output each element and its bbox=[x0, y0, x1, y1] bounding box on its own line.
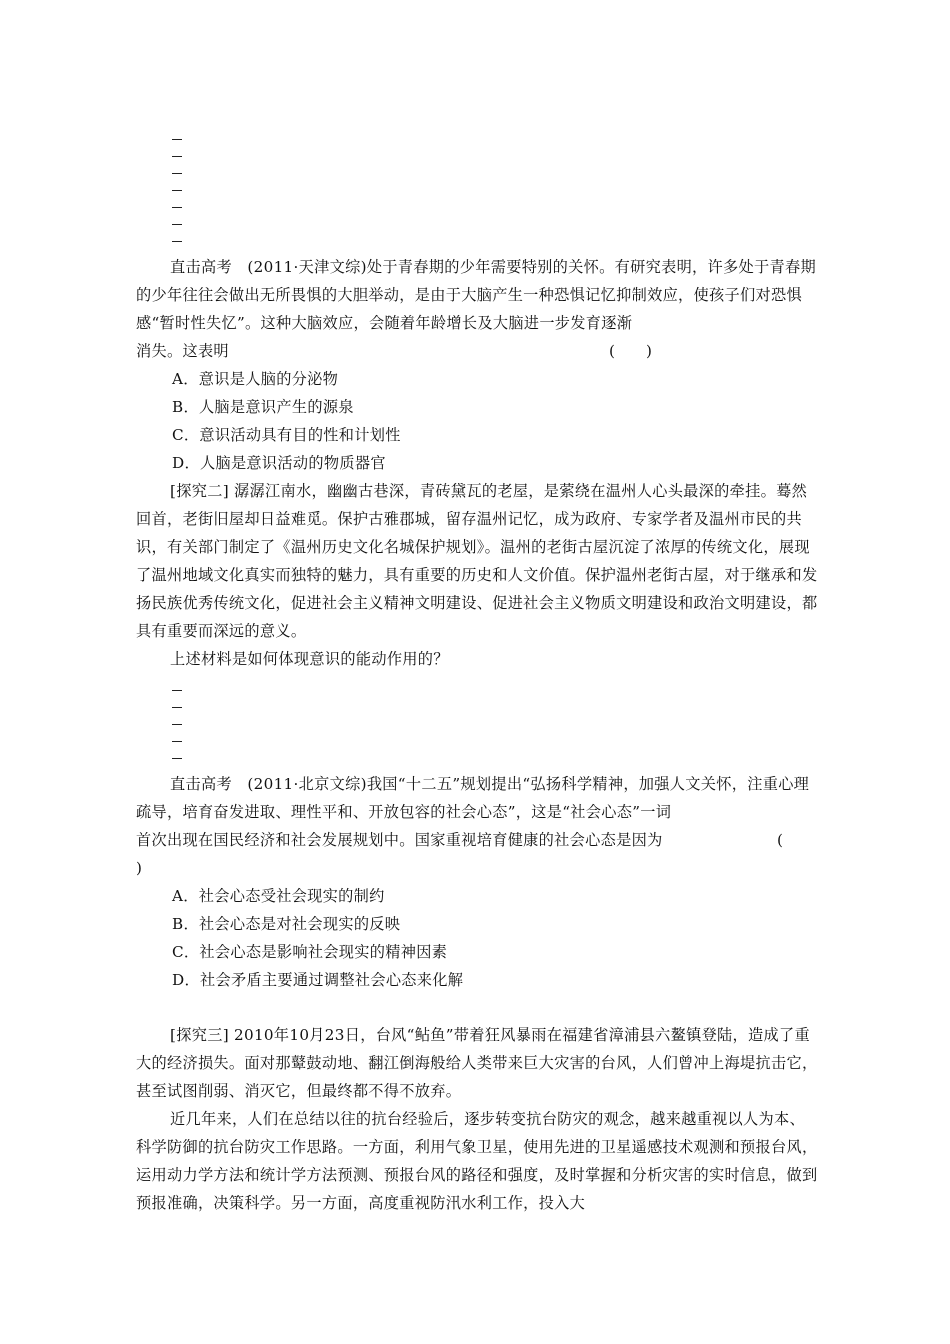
option-c: C．意识活动具有目的性和计划性 bbox=[172, 426, 401, 444]
answer-blank-line bbox=[172, 190, 182, 191]
answer-blank-line bbox=[172, 241, 182, 242]
answer-blank-line bbox=[172, 156, 182, 157]
inquiry-3-material-1: [探究三] 2010年10月23日，台风“鲇鱼”带着狂风暴雨在福建省漳浦县六鳌镇登陆，造成了重大的经济损失。面对那鼙鼓动地、翻江倒海般给人类带来巨大灾害的台风，人们曾冲上海堤抗击它，甚至试图削弱、消灭它，但最终都不得不放弃。 bbox=[136, 1026, 818, 1100]
answer-blank-line bbox=[172, 224, 182, 225]
answer-blank-line bbox=[172, 173, 182, 174]
answer-blank-line bbox=[172, 139, 182, 140]
answer-blank-line bbox=[172, 707, 182, 708]
answer-blank-line bbox=[172, 758, 182, 759]
answer-paren-right: ) bbox=[646, 342, 652, 360]
answer-blank-line bbox=[172, 724, 182, 725]
option-b: B．社会心态是对社会现实的反映 bbox=[172, 915, 401, 933]
option-c: C．社会心态是影响社会现实的精神因素 bbox=[172, 943, 448, 961]
answer-blank-line bbox=[172, 741, 182, 742]
question-1-stem-end: 消失。这表明 bbox=[136, 342, 229, 360]
answer-paren-left: ( bbox=[777, 831, 783, 849]
answer-paren-left: ( bbox=[609, 342, 615, 360]
option-d: D．社会矛盾主要通过调整社会心态来化解 bbox=[172, 971, 464, 989]
option-a: A．社会心态受社会现实的制约 bbox=[172, 887, 385, 905]
question-1-stem: 直击高考 (2011·天津文综)处于青春期的少年需要特别的关怀。有研究表明，许多处于青春期的少年往往会做出无所畏惧的大胆举动，是由于大脑产生一种恐惧记忆抑制效应，使孩子们对恐惧感“暂时性失忆”。这种大脑效应，会随着年龄增长及大脑进一步发育逐渐 bbox=[136, 258, 816, 332]
answer-blank-line bbox=[172, 690, 182, 691]
option-b: B．人脑是意识产生的源泉 bbox=[172, 398, 354, 416]
inquiry-3-material-2: 近几年来，人们在总结以往的抗台经验后，逐步转变抗台防灾的观念，越来越重视以人为本、科学防御的抗台防灾工作思路。一方面，利用气象卫星，使用先进的卫星遥感技术观测和预报台风，运用动力学方法和统计学方法预测、预报台风的路径和强度，及时掌握和分析灾害的实时信息，做到预报准确，决策科学。另一方面，高度重视防汛水利工作，投入大 bbox=[136, 1110, 818, 1212]
inquiry-2-question: 上述材料是如何体现意识的能动作用的？ bbox=[170, 650, 449, 668]
question-2-stem: 直击高考 (2011·北京文综)我国“十二五”规划提出“弘扬科学精神，加强人文关怀，注重心理疏导，培育奋发进取、理性平和、开放包容的社会心态”，这是“社会心态”一词 bbox=[136, 775, 810, 821]
answer-blank-line bbox=[172, 207, 182, 208]
question-2-stem-end: 首次出现在国民经济和社会发展规划中。国家重视培育健康的社会心态是因为 bbox=[136, 831, 663, 849]
option-a: A．意识是人脑的分泌物 bbox=[172, 370, 339, 388]
inquiry-2-material: [探究二] 潺潺江南水，幽幽古巷深，青砖黛瓦的老屋，是萦绕在温州人心头最深的牵挂。蓦然回首，老街旧屋却日益难觅。保护古雅郡城，留存温州记忆，成为政府、专家学者及温州市民的共识，有关部门制定了《温州历史文化名城保护规划》。温州的老街古屋沉淀了浓厚的传统文化，展现了温州地域文化真实而独特的魅力，具有重要的历史和人文价值。保护温州老街古屋，对于继承和发扬民族优秀传统文化，促进社会主义精神文明建设、促进社会主义物质文明建设和政治文明建设，都具有重要而深远的意义。 bbox=[136, 482, 818, 640]
option-d: D．人脑是意识活动的物质器官 bbox=[172, 454, 386, 472]
answer-paren-right: ) bbox=[136, 859, 142, 877]
